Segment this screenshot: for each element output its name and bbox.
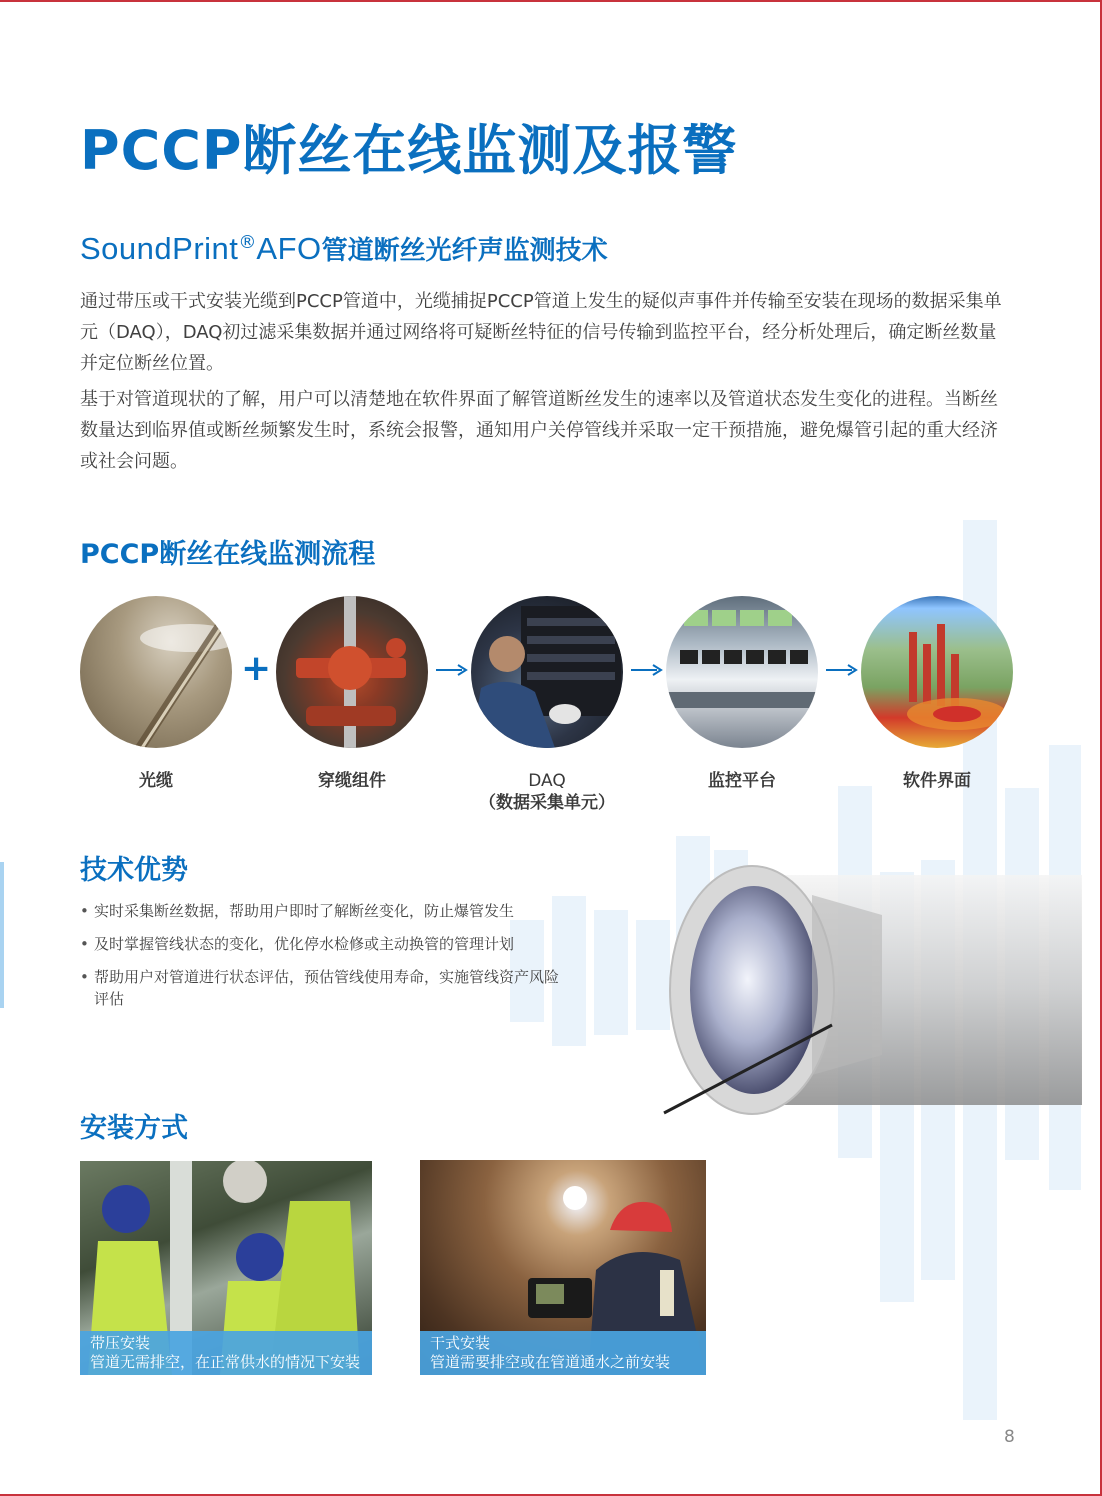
pressurized-installation-photo xyxy=(80,1161,372,1375)
installation-heading: 安装方式 xyxy=(80,1113,188,1144)
caption-description: 管道无需排空，在正常供水的情况下安装 xyxy=(90,1353,361,1371)
product-brand: SoundPrint xyxy=(80,231,239,266)
registered-mark: ® xyxy=(238,232,257,253)
advantages-heading: 技术优势 xyxy=(80,855,188,886)
step-label-daq-title: DAQ xyxy=(528,771,566,791)
caption-description: 管道需要排空或在管道通水之前安装 xyxy=(430,1353,671,1371)
page-number: 8 xyxy=(1004,1427,1015,1447)
flow-heading: PCCP断丝在线监测流程 xyxy=(80,539,376,570)
list-item: • 及时掌握管线状态的变化，优化停水检修或主动换管的管理计划 xyxy=(80,933,560,955)
step-label-daq-subtitle: （数据采集单元） xyxy=(479,793,615,813)
daq-photo xyxy=(471,596,623,748)
list-item: • 帮助用户对管道进行状态评估，预估管线使用寿命，实施管线资产风险评估 xyxy=(80,966,560,1010)
left-edge-marker xyxy=(0,862,4,1008)
page-border-top xyxy=(0,0,1102,2)
list-item: • 实时采集断丝数据，帮助用户即时了解断丝变化，防止爆管发生 xyxy=(80,900,560,922)
cable-assembly-photo xyxy=(276,596,428,748)
product-model: AFO xyxy=(256,231,322,266)
caption-title: 带压安装 xyxy=(90,1334,151,1352)
page-title: PCCP断丝在线监测及报警 xyxy=(80,119,738,182)
intro-paragraph-1: 通过带压或干式安装光缆到PCCP管道中，光缆捕捉PCCP管道上发生的疑似声事件并传输至安装在现场的数据采集单元（DAQ），DAQ初过滤采集数据并通过网络将可疑断丝特征的信号传输到监控平台，经分析处理后，确定断丝数量并定位断丝位置。 xyxy=(80,291,1002,374)
monitoring-platform-photo xyxy=(666,596,818,748)
pipe-illustration xyxy=(662,855,1082,1120)
step-label-daq xyxy=(447,770,647,814)
intro-paragraph-2: 基于对管道现状的了解，用户可以清楚地在软件界面了解管道断丝发生的速率以及管道状态发生变化的进程。当断丝数量达到临界值或断丝频繁发生时，系统会报警，通知用户关停管线并采取一定干预措施，避免爆管引起的重大经济或社会问题。 xyxy=(80,389,998,472)
caption-title: 干式安装 xyxy=(430,1334,491,1352)
software-interface-photo xyxy=(861,596,1013,748)
step-label-fiber-cable: 光缆 xyxy=(139,771,173,791)
arrow-right-icon xyxy=(824,659,858,681)
arrow-right-icon xyxy=(434,659,468,681)
step-label-monitoring-platform: 监控平台 xyxy=(708,771,776,791)
plus-icon: + xyxy=(241,648,272,689)
fiber-cable-photo xyxy=(80,596,232,748)
caption-pressurized xyxy=(80,1331,372,1375)
arrow-right-icon xyxy=(629,659,663,681)
step-label-cable-assembly: 穿缆组件 xyxy=(318,771,386,791)
subtitle-text: 管道断丝光纤声监测技术 xyxy=(321,236,608,266)
caption-dry xyxy=(420,1331,706,1375)
dry-installation-photo xyxy=(420,1160,706,1375)
step-label-software-interface: 软件界面 xyxy=(903,771,971,791)
section-subtitle xyxy=(80,230,608,267)
advantages-list xyxy=(80,900,560,1021)
